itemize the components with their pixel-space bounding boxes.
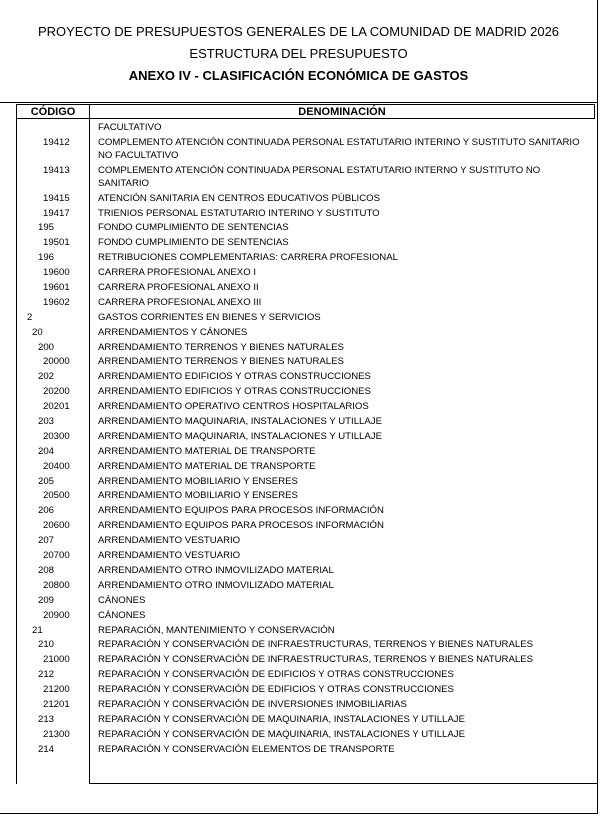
row-code: 195 xyxy=(38,222,55,234)
row-code: 20600 xyxy=(43,520,70,532)
row-code: 196 xyxy=(38,252,55,264)
table-row xyxy=(0,653,597,666)
table-row xyxy=(0,251,597,264)
row-denomination: ARRENDAMIENTO MAQUINARIA, INSTALACIONES Y UTILLAJE xyxy=(98,430,382,442)
row-code: 20300 xyxy=(43,430,70,442)
row-code: 212 xyxy=(38,669,55,681)
row-denomination: ARRENDAMIENTO EQUIPOS PARA PROCESOS INFORMACIÓN xyxy=(98,505,384,517)
row-code: 20900 xyxy=(43,609,70,621)
table-row xyxy=(0,489,597,502)
table-row xyxy=(0,579,597,592)
table-row xyxy=(0,638,597,651)
table-row xyxy=(0,609,597,622)
row-denomination: FONDO CUMPLIMIENTO DE SENTENCIAS xyxy=(98,237,289,249)
row-denomination: FONDO CUMPLIMIENTO DE SENTENCIAS xyxy=(98,222,289,234)
row-denomination: REPARACIÓN Y CONSERVACIÓN DE MAQUINARIA, INSTALACIONES Y UTILLAJE xyxy=(98,728,465,740)
table-row xyxy=(0,594,597,607)
row-code: 2 xyxy=(27,311,33,323)
row-code: 20700 xyxy=(43,550,70,562)
table-row xyxy=(0,668,597,681)
row-denomination: REPARACIÓN Y CONSERVACIÓN DE EDIFICIOS Y OTRAS CONSTRUCCIONES xyxy=(98,684,454,696)
row-denomination: CÁNONES xyxy=(98,609,146,621)
table-row xyxy=(0,311,597,324)
row-denomination: CARRERA PROFESIONAL ANEXO III xyxy=(98,296,262,308)
table-row xyxy=(0,415,597,428)
header-title: PROYECTO DE PRESUPUESTOS GENERALES DE LA COMUNIDAD DE MADRID 2026 xyxy=(37,24,560,39)
row-code: 20500 xyxy=(43,490,70,502)
table-row xyxy=(0,624,597,637)
row-code: 205 xyxy=(38,475,55,487)
row-denomination: ARRENDAMIENTO MOBILIARIO Y ENSERES xyxy=(98,490,298,502)
row-denomination: ARRENDAMIENTO OTRO INMOVILIZADO MATERIAL xyxy=(98,579,334,591)
row-denomination: ARRENDAMIENTO OPERATIVO CENTROS HOSPITALARIOS xyxy=(98,401,369,413)
table-row xyxy=(0,400,597,413)
row-code: 210 xyxy=(38,639,55,651)
row-code: 19601 xyxy=(43,282,70,294)
table-row xyxy=(0,121,597,134)
table-row xyxy=(0,370,597,383)
table-row xyxy=(0,341,597,354)
table-row xyxy=(0,430,597,443)
table-row xyxy=(0,326,597,339)
table-row xyxy=(0,136,597,162)
row-denomination: ARRENDAMIENTO MOBILIARIO Y ENSERES xyxy=(98,475,298,487)
row-denomination: REPARACIÓN Y CONSERVACIÓN DE MAQUINARIA, INSTALACIONES Y UTILLAJE xyxy=(98,713,465,725)
table-bottom-border xyxy=(89,783,597,784)
table-row xyxy=(0,564,597,577)
row-code: 21000 xyxy=(43,654,70,666)
row-denomination: COMPLEMENTO ATENCIÓN CONTINUADA PERSONAL ESTATUTARIO INTERNO Y SUSTITUTO NO SANITARIO xyxy=(98,164,541,189)
row-denomination: FACULTATIVO xyxy=(98,122,162,133)
row-code: 204 xyxy=(38,445,55,457)
row-denomination: ATENCIÓN SANITARIA EN CENTROS EDUCATIVOS PÚBLICOS xyxy=(98,192,380,204)
table-row xyxy=(0,728,597,741)
table-row xyxy=(0,266,597,279)
row-code: 207 xyxy=(38,535,55,547)
header-subtitle: ESTRUCTURA DEL PRESUPUESTO xyxy=(189,46,408,61)
table-row xyxy=(0,236,597,249)
row-denomination: ARRENDAMIENTO EQUIPOS PARA PROCESOS INFORMACIÓN xyxy=(98,520,384,532)
table-row xyxy=(0,445,597,458)
document-header xyxy=(0,0,597,103)
table-row xyxy=(0,549,597,562)
row-denomination: ARRENDAMIENTO TERRENOS Y BIENES NATURALES xyxy=(98,341,344,353)
row-denomination: CÁNONES xyxy=(98,594,146,606)
table-row xyxy=(0,504,597,517)
row-code: 200 xyxy=(38,341,55,353)
table-row xyxy=(0,683,597,696)
row-code: 19501 xyxy=(43,237,70,249)
row-code: 214 xyxy=(38,743,55,755)
row-code: 20800 xyxy=(43,579,70,591)
row-denomination: ARRENDAMIENTO TERRENOS Y BIENES NATURALES xyxy=(98,356,344,368)
row-spacer xyxy=(0,756,597,758)
column-header-code: CÓDIGO xyxy=(16,104,90,119)
row-denomination: GASTOS CORRIENTES EN BIENES Y SERVICIOS xyxy=(98,311,321,323)
row-code: 19417 xyxy=(43,207,70,219)
row-code: 206 xyxy=(38,505,55,517)
row-code: 19412 xyxy=(43,136,70,148)
table-row xyxy=(0,519,597,532)
row-code: 21200 xyxy=(43,684,70,696)
row-denomination: RETRIBUCIONES COMPLEMENTARIAS: CARRERA PROFESIONAL xyxy=(98,252,398,264)
row-code: 202 xyxy=(38,371,55,383)
row-denomination: ARRENDAMIENTO OTRO INMOVILIZADO MATERIAL xyxy=(98,564,334,576)
row-code: 209 xyxy=(38,594,55,606)
row-code: 21300 xyxy=(43,728,70,740)
classification-table xyxy=(0,121,597,758)
row-code: 19413 xyxy=(43,164,70,176)
row-denomination: ARRENDAMIENTO VESTUARIO xyxy=(98,535,241,547)
table-row xyxy=(0,281,597,294)
header-annex-title: ANEXO IV - CLASIFICACIÓN ECONÓMICA DE GASTOS xyxy=(128,68,469,83)
table-row xyxy=(0,385,597,398)
row-denomination: ARRENDAMIENTO MAQUINARIA, INSTALACIONES Y UTILLAJE xyxy=(98,416,382,428)
row-denomination: REPARACIÓN, MANTENIMIENTO Y CONSERVACIÓN xyxy=(98,624,335,636)
row-denomination: CARRERA PROFESIONAL ANEXO I xyxy=(98,267,256,279)
row-denomination: REPARACIÓN Y CONSERVACIÓN DE INFRAESTRUCTURAS, TERRENOS Y BIENES NATURALES xyxy=(98,639,534,651)
row-code: 19602 xyxy=(43,296,70,308)
row-code: 213 xyxy=(38,713,55,725)
row-code: 21201 xyxy=(43,698,70,710)
row-denomination: ARRENDAMIENTO VESTUARIO xyxy=(98,550,241,562)
table-row xyxy=(0,207,597,220)
row-denomination: COMPLEMENTO ATENCIÓN CONTINUADA PERSONAL ESTATUTARIO INTERINO Y SUSTITUTO SANITARIO NO FACULTATIVO xyxy=(98,136,580,161)
row-code: 19600 xyxy=(43,267,70,279)
table-row xyxy=(0,713,597,726)
table-row xyxy=(0,698,597,711)
table-row xyxy=(0,164,597,190)
table-row xyxy=(0,192,597,205)
table-row xyxy=(0,460,597,473)
row-denomination: REPARACIÓN Y CONSERVACIÓN DE INFRAESTRUCTURAS, TERRENOS Y BIENES NATURALES xyxy=(98,654,534,666)
row-code: 21 xyxy=(32,624,43,636)
row-code: 20201 xyxy=(43,401,70,413)
column-header-name: DENOMINACIÓN xyxy=(89,104,595,119)
row-denomination: TRIENIOS PERSONAL ESTATUTARIO INTERINO Y SUSTITUTO xyxy=(98,207,380,219)
row-code: 19415 xyxy=(43,192,70,204)
row-denomination: ARRENDAMIENTO MATERIAL DE TRANSPORTE xyxy=(98,460,316,472)
row-code: 20000 xyxy=(43,356,70,368)
row-denomination: ARRENDAMIENTO MATERIAL DE TRANSPORTE xyxy=(98,445,316,457)
row-denomination: REPARACIÓN Y CONSERVACIÓN DE INVERSIONES INMOBILIARIAS xyxy=(98,698,407,710)
table-row xyxy=(0,221,597,234)
table-row xyxy=(0,534,597,547)
row-denomination: REPARACIÓN Y CONSERVACIÓN ELEMENTOS DE TRANSPORTE xyxy=(98,743,395,755)
row-denomination: CARRERA PROFESIONAL ANEXO II xyxy=(98,282,259,294)
row-denomination: REPARACIÓN Y CONSERVACIÓN DE EDIFICIOS Y OTRAS CONSTRUCCIONES xyxy=(98,669,454,681)
table-row xyxy=(0,296,597,309)
table-row xyxy=(0,355,597,368)
table-row xyxy=(0,743,597,756)
row-code: 208 xyxy=(38,564,55,576)
row-code: 20 xyxy=(32,326,43,338)
row-code: 20200 xyxy=(43,386,70,398)
row-denomination: ARRENDAMIENTO EDIFICIOS Y OTRAS CONSTRUCCIONES xyxy=(98,386,371,398)
row-code: 203 xyxy=(38,416,55,428)
row-denomination: ARRENDAMIENTOS Y CÁNONES xyxy=(98,326,248,338)
row-denomination: ARRENDAMIENTO EDIFICIOS Y OTRAS CONSTRUCCIONES xyxy=(98,371,371,383)
row-code: 20400 xyxy=(43,460,70,472)
table-row xyxy=(0,475,597,488)
